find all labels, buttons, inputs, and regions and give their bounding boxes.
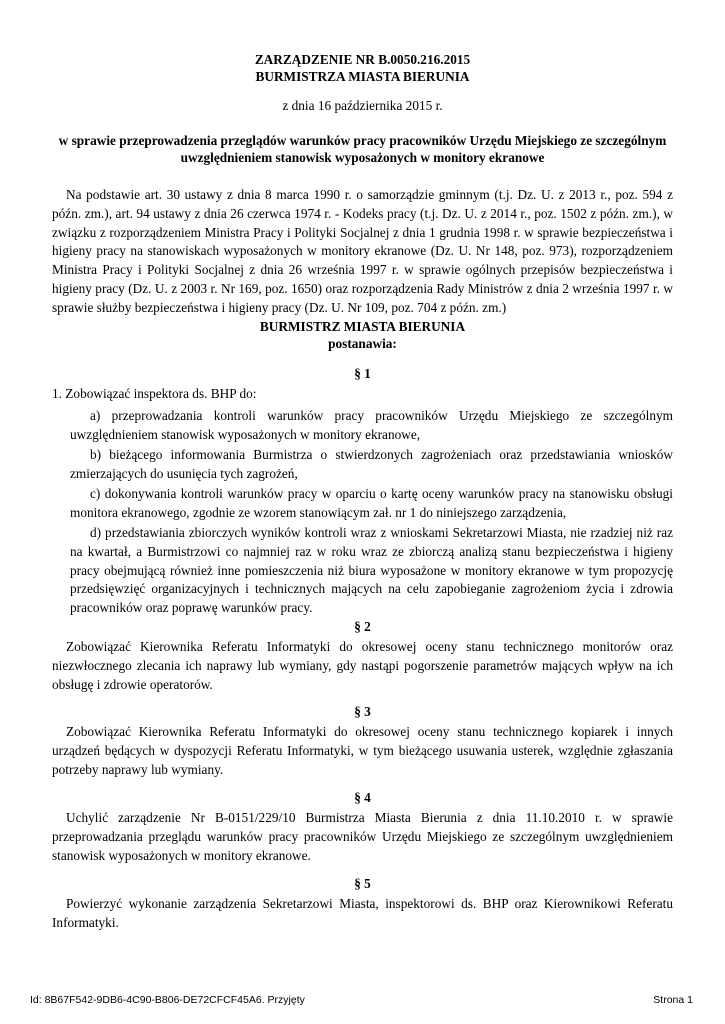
section-1-item-d: d) przedstawiania zbiorczych wyników kontroli wraz z wnioskami Sekretarzowi Miasta, nie rzadziej niż raz na kwartał, a Burmistrzowi co najmniej raz w roku wraz ze zbiorczą analizą stanu bezpieczeństwa i higieny pracy obejmującą również inne pomieszczenia niż biura wyposażone w monitory ekranowe w tym propozycję przedsięwzięć organizacyjnych i technicznych mających na celu zapobieganie zagrożeniom życia i zdrowia pracowników oraz poprawę warunków pracy. [70,525,673,616]
title-line-2: BURMISTRZA MIASTA BIERUNIA [255,69,470,84]
resolution-heading [0,318,725,352]
document-subject: w sprawie przeprowadzenia przeglądów warunków pracy pracowników Urzędu Miejskiego ze szczególnym uwzględnieniem stanowisk wyposażonych w monitory ekranowe [58,133,667,165]
section-5-heading: § 5 [354,876,371,891]
section-3-text: Zobowiązać Kierownika Referatu Informatyki do okresowej oceny stanu technicznego kopiarek i innych urządzeń będących w dyspozycji Referatu Informatyki, w tym bieżącego usuwania usterek, względnie zgłaszania potrzeby naprawy lub wymiany. [52,724,673,777]
resolution-authority: BURMISTRZ MIASTA BIERUNIA [259,319,466,334]
footer-page-number: Strona 1 [653,994,693,1006]
section-3-heading: § 3 [354,704,371,719]
section-5-text: Powierzyć wykonanie zarządzenia Sekretarzowi Miasta, inspektorowi ds. BHP oraz Kierownikowi Referatu Informatyki. [52,896,673,930]
title-line-1: ZARZĄDZENIE NR B.0050.216.2015 [254,52,471,67]
section-1-intro: 1. Zobowiązać inspektora ds. BHP do: [52,386,257,401]
section-2-heading: § 2 [354,619,371,634]
document-title [0,51,725,85]
section-1-heading: § 1 [354,366,371,381]
footer-document-id: Id: 8B67F542-9DB6-4C90-B806-DE72CFCF45A6. Przyjęty [30,994,305,1006]
document-date: z dnia 16 października 2015 r. [282,98,443,113]
section-4-text: Uchylić zarządzenie Nr B-0151/229/10 Burmistrza Miasta Bierunia z dnia 11.10.2010 r. w sprawie przeprowadzania przeglądu warunków pracy pracowników Urzędu Miejskiego ze szczególnym uwzględnieniem stanowisk wyposażonych w monitory ekranowe. [52,810,673,863]
section-2-text: Zobowiązać Kierownika Referatu Informatyki do okresowej oceny stanu technicznego monitorów oraz niezwłocznego zlecania ich naprawy lub wymiany, gdy nastąpi pogorszenie parametrów mających wpływ na ich obsługę i zdrowie operatorów. [52,639,673,692]
section-4-heading: § 4 [354,790,371,805]
section-1-item-c: c) dokonywania kontroli warunków pracy w oparciu o kartę oceny warunków pracy na stanowisku obsługi monitora ekranowego, zgodnie ze wzorem stanowiącym zał. nr 1 do niniejszego zarządzenia, [70,486,673,520]
section-1-item-a: a) przeprowadzania kontroli warunków pracy pracowników Urzędu Miejskiego ze szczególnym uwzględnieniem stanowisk wyposażonych w monitory ekranowe, [70,408,673,442]
preamble: Na podstawie art. 30 ustawy z dnia 8 marca 1990 r. o samorządzie gminnym (t.j. Dz. U. z 2013 r., poz. 594 z późn. zm.), art. 94 ustawy z dnia 26 czerwca 1974 r. - Kodeks pracy (t.j. Dz. U. z 2014 r., poz. 1502 z późn. zm.), w związku z rozporządzeniem Ministra Pracy i Polityki Socjalnej z dnia 1 grudnia 1998 r. w sprawie bezpieczeństwa i higieny pracy na stanowiskach wyposażonych w monitory ekranowe (Dz. U. Nr 148, poz. 973), rozporządzeniem Ministra Pracy i Polityki Socjalnej z dnia 26 września 1997 r. w sprawie ogólnych przepisów bezpieczeństwa i higieny pracy (Dz. U. z 2003 r. Nr 169, poz. 1650) oraz rozporządzenia Rady Ministrów z dnia 2 września 1997 r. w sprawie służby bezpieczeństwa i higieny pracy (Dz. U. Nr 109, poz. 704 z późn. zm.) [52,187,673,315]
section-1-item-b: b) bieżącego informowania Burmistrza o stwierdzonych zagrożeniach oraz przedstawiania wniosków zmierzających do usunięcia tych zagrożeń, [70,447,673,481]
resolution-verb: postanawia: [328,336,397,351]
